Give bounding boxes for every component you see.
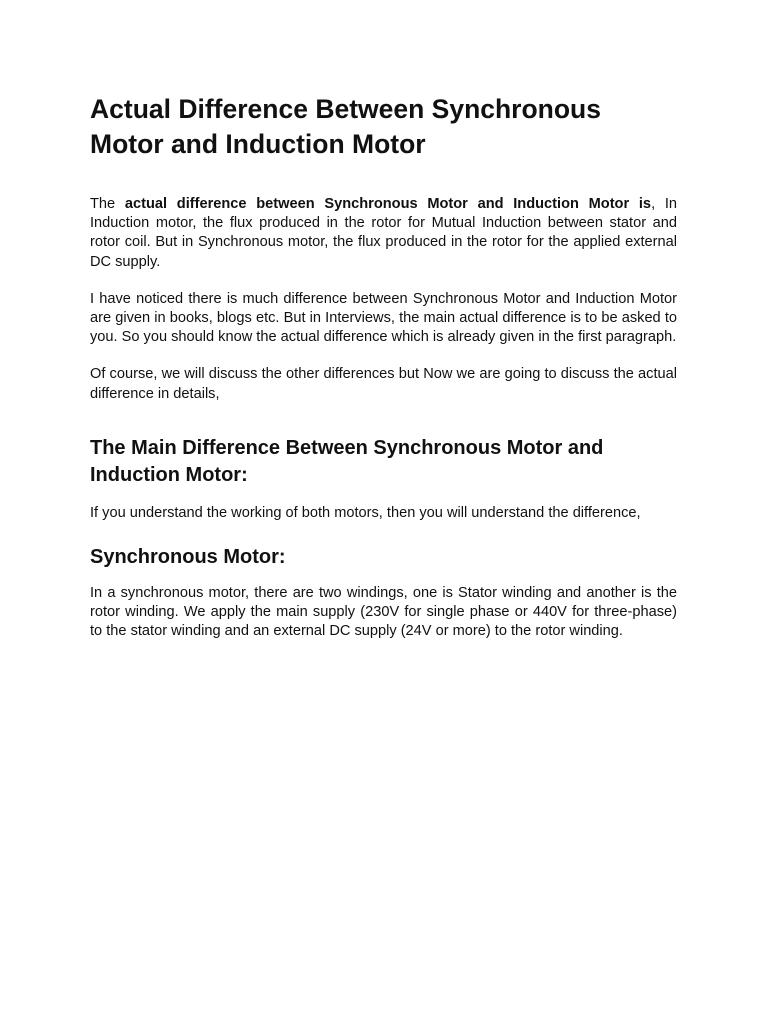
section-heading-main-difference: The Main Difference Between Synchronous Motor and Induction Motor:	[90, 436, 604, 486]
section-heading-synchronous-motor: Synchronous Motor:	[90, 546, 286, 569]
intro-paragraph	[90, 195, 677, 272]
intro-rest: , In Induction motor, the flux produced in the rotor for Mutual Induction between stator and rotor coil. But in Synchronous motor, the flux produced in the rotor for the applied external DC supply.	[90, 196, 678, 270]
paragraph-2: I have noticed there is much difference between Synchronous Motor and Induction Motor are given in books, blogs etc. But in Interviews, the main actual difference is to be asked to you. So you should know the actual difference which is already given in the first paragraph.	[90, 290, 677, 346]
intro-lead: The	[90, 196, 125, 212]
paragraph-3: Of course, we will discuss the other differences but Now we are going to discuss the actual difference in details,	[90, 366, 677, 402]
section-main-text: If you understand the working of both motors, then you will understand the difference,	[90, 504, 641, 521]
intro-bold-phrase: actual difference between Synchronous Motor and Induction Motor is	[124, 196, 652, 212]
document-title: Actual Difference Between Synchronous Motor and Induction Motor	[90, 94, 601, 159]
section-sync-text: In a synchronous motor, there are two windings, one is Stator winding and another is the rotor winding. We apply the main supply (230V for single phase or 440V for three-phase) to the stator winding and an external DC supply (24V or more) to the rotor winding.	[90, 585, 677, 640]
document-page	[90, 92, 677, 660]
